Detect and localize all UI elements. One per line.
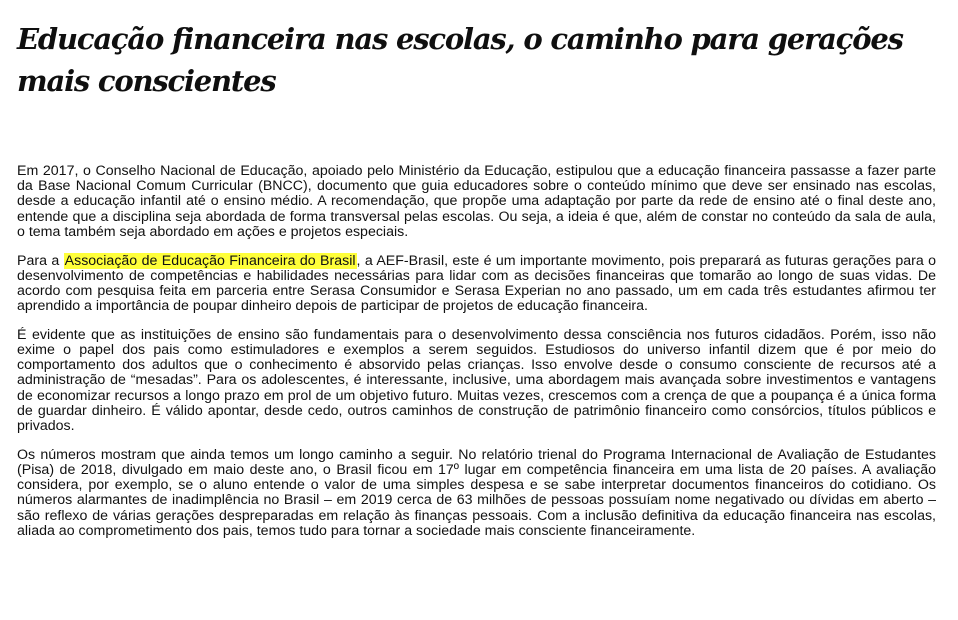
article-title: Educação financeira nas escolas, o caminho para gerações mais conscientes bbox=[17, 22, 903, 98]
paragraph-2-intro: Para a bbox=[17, 252, 64, 269]
article-body bbox=[17, 164, 936, 552]
paragraph-2-text: , a AEF-Brasil, este é um importante movimento, pois preparará as futuras gerações para o desenvolvimento de competências e habilidades necessárias para lidar com as decisões financeiras que tomarão ao longo de suas vidas. De acordo com pesquisa feita em parceria entre Serasa Consumidor e Serasa Experian no ano passado, um em cada três estudantes afirmou ter aprendido a importância de poupar dinheiro depois de participar de projetos de educação financeira. bbox=[17, 252, 936, 315]
paragraph-3 bbox=[17, 328, 936, 434]
paragraph-4 bbox=[17, 448, 936, 539]
highlighted-organization-link[interactable]: Associação de Educação Financeira do Brasil bbox=[64, 252, 356, 269]
paragraph-4-text: Os números mostram que ainda temos um longo caminho a seguir. No relatório trienal do Programa Internacional de Avaliação de Estudantes (Pisa) de 2018, divulgado em maio deste ano, o Brasil ficou em 17º lugar em competência financeira em uma lista de 20 países. A avaliação considera, por exemplo, se o aluno entende o valor de uma simples despesa e se sabe interpretar documentos financeiros do cotidiano. Os números alarmantes de inadimplência no Brasil – em 2019 cerca de 63 milhões de pessoas possuíam nome negativado ou dívidas em aberto – são reflexo de várias gerações despreparadas em relação às finanças pessoais. Com a inclusão definitiva da educação financeira nas escolas, aliada ao comprometimento dos pais, temos tudo para tornar a sociedade mais consciente financeiramente. bbox=[17, 446, 936, 539]
paragraph-2 bbox=[17, 254, 936, 315]
paragraph-1-text: Em 2017, o Conselho Nacional de Educação, apoiado pelo Ministério da Educação, estipulou que a educação financeira passasse a fazer parte da Base Nacional Comum Curricular (BNCC), documento que guia educadores sobre o conteúdo mínimo que deve ser ensinado nas escolas, desde a educação infantil até o ensino médio. A recomendação, que propõe uma adaptação por parte da rede de ensino até o final deste ano, entende que a disciplina seja abordada de forma transversal pelas escolas. Ou seja, a ideia é que, além de constar no conteúdo da sala de aula, o tema também seja abordado em ações e projetos especiais. bbox=[17, 163, 936, 240]
paragraph-3-text: É evidente que as instituições de ensino são fundamentais para o desenvolvimento dessa consciência nos futuros cidadãos. Porém, isso não exime o papel dos pais como estimuladores e exemplos a serem seguidos. Estudiosos do universo infantil dizem que é por meio do comportamento dos adultos que o conhecimento é absorvido pelas crianças. Isso envolve desde o consumo consciente de recursos até a administração de “mesadas”. Para os adolescentes, é interessante, inclusive, uma abordagem mais avançada sobre investimentos e vantagens de economizar recursos a longo prazo em prol de um objetivo futuro. Muitas vezes, crescemos com a crença de que a poupança é a única forma de guardar dinheiro. É válido apontar, desde cedo, outros caminhos de construção de patrimônio financeiro como consórcios, títulos públicos e privados. bbox=[17, 326, 936, 435]
paragraph-1 bbox=[17, 164, 936, 240]
